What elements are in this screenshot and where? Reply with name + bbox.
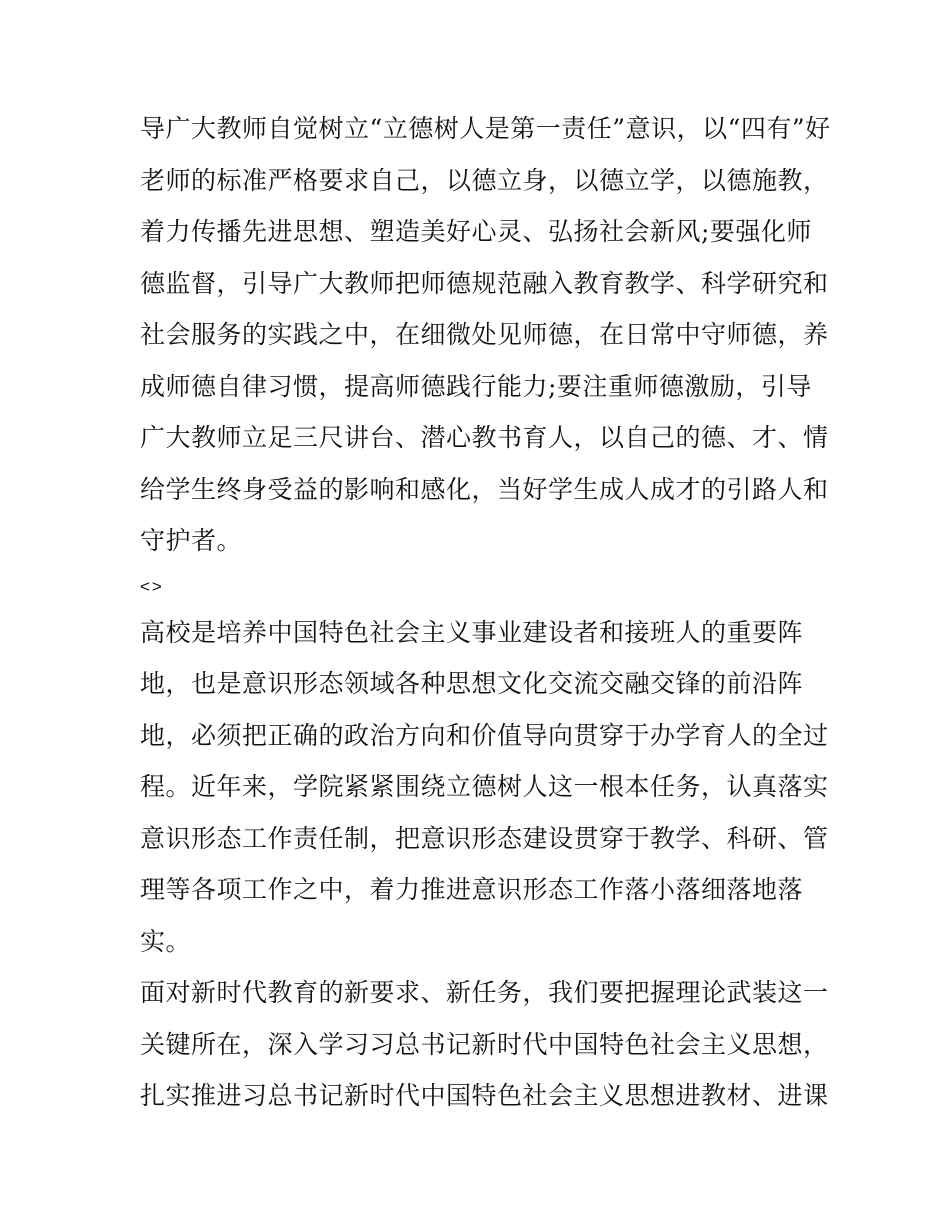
text-line: 程。近年来，学院紧紧围绕立德树人这一根本任务，认真落实 — [140, 772, 829, 801]
text-line: 意识形态工作责任制，把意识形态建设贯穿于教学、科研、管 — [140, 823, 829, 853]
text-line: 高校是培养中国特色社会主义事业建设者和接班人的重要阵 — [140, 617, 804, 647]
text-line: 老师的标准严格要求自己，以德立身，以德立学，以德施教， — [140, 165, 829, 195]
text-line: 社会服务的实践之中，在细微处见师德，在日常中守师德，养 — [140, 320, 829, 349]
paragraph-theory-study — [140, 967, 829, 1122]
text-line: 实。 — [140, 926, 192, 956]
text-line: 理等各项工作之中，着力推进意识形态工作落小落细落地落 — [140, 875, 804, 904]
text-line: 关键所在，深入学习习总书记新时代中国特色社会主义思想， — [140, 1029, 829, 1059]
paragraph-teacher-ethics — [140, 103, 831, 567]
text-line: 着力传播先进思想、塑造美好心灵、弘扬社会新风;要强化师 — [140, 217, 812, 246]
text-line: 地，必须把正确的政治方向和价值导向贯穿于办学育人的全过 — [140, 720, 829, 750]
section-separator: <> — [140, 576, 164, 596]
text-line: 导广大教师自觉树立“立德树人是第一责任”意识，以“四有”好 — [140, 114, 831, 143]
paragraph-ideology-work — [140, 607, 829, 968]
document-body — [140, 103, 831, 1122]
text-line: 扎实推进习总书记新时代中国特色社会主义思想进教材、进课 — [140, 1081, 829, 1110]
text-line: 广大教师立足三尺讲台、潜心教书育人，以自己的德、才、情 — [140, 423, 829, 452]
text-line: 成师德自律习惯，提高师德践行能力;要注重师德激励，引导 — [140, 371, 812, 401]
text-line: 守护者。 — [140, 526, 243, 555]
text-line: 面对新时代教育的新要求、新任务，我们要把握理论武装这一 — [140, 978, 829, 1007]
text-line: 给学生终身受益的影响和感化，当好学生成人成才的引路人和 — [140, 474, 829, 504]
text-line: 地，也是意识形态领域各种思想文化交流交融交锋的前沿阵 — [140, 669, 804, 698]
text-line: 德监督，引导广大教师把师德规范融入教育教学、科学研究和 — [140, 268, 829, 298]
